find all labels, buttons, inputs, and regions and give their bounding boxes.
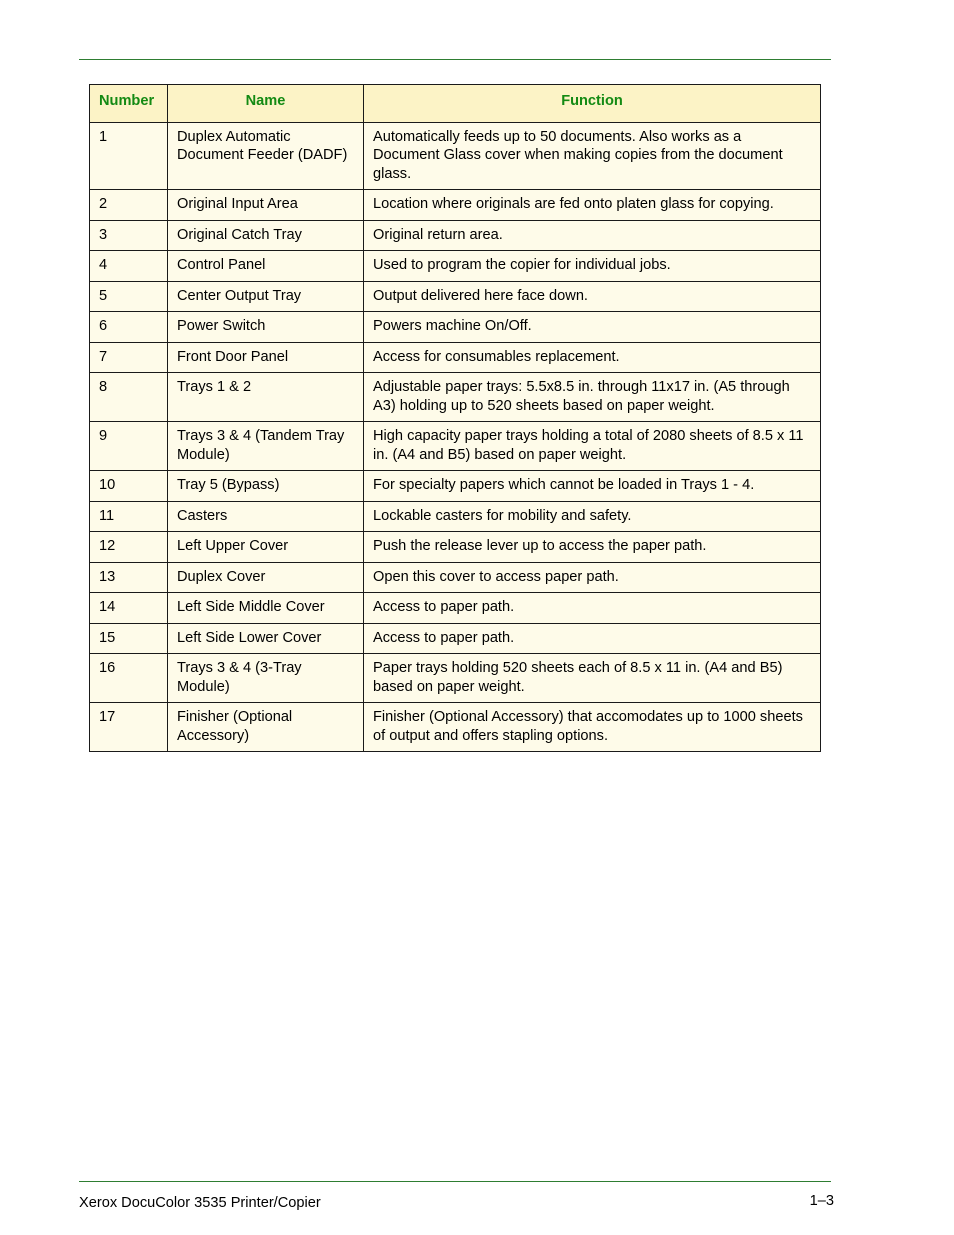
cell-name: Trays 3 & 4 (Tandem Tray Module) (168, 422, 364, 471)
header-rule (79, 59, 831, 60)
column-header-name: Name (168, 85, 364, 123)
table-row (90, 562, 821, 593)
cell-name: Tray 5 (Bypass) (168, 471, 364, 502)
footer-page-number: 1–3 (809, 1193, 834, 1209)
cell-function: Output delivered here face down. (364, 281, 821, 312)
cell-function: Adjustable paper trays: 5.5x8.5 in. through 11x17 in. (A5 through A3) holding up to 520 sheets based on paper weight. (364, 373, 821, 422)
cell-name: Power Switch (168, 312, 364, 343)
column-header-function: Function (364, 85, 821, 123)
cell-name: Duplex Automatic Document Feeder (DADF) (168, 122, 364, 190)
cell-function: Lockable casters for mobility and safety. (364, 501, 821, 532)
footer-rule (79, 1181, 831, 1182)
cell-function: Automatically feeds up to 50 documents. Also works as a Document Glass cover when making copies from the document glass. (364, 122, 821, 190)
table-row (90, 703, 821, 752)
table-row (90, 251, 821, 282)
column-header-number: Number (90, 85, 168, 123)
table-row (90, 312, 821, 343)
table-header-row (90, 85, 821, 123)
cell-function: Push the release lever up to access the paper path. (364, 532, 821, 563)
table-row (90, 122, 821, 190)
cell-name: Original Input Area (168, 190, 364, 221)
cell-number: 12 (90, 532, 168, 563)
cell-name: Center Output Tray (168, 281, 364, 312)
cell-name: Finisher (Optional Accessory) (168, 703, 364, 752)
cell-number: 4 (90, 251, 168, 282)
table-row (90, 501, 821, 532)
cell-number: 1 (90, 122, 168, 190)
cell-name: Front Door Panel (168, 342, 364, 373)
cell-number: 10 (90, 471, 168, 502)
table-row (90, 220, 821, 251)
cell-function: Used to program the copier for individual jobs. (364, 251, 821, 282)
cell-function: Paper trays holding 520 sheets each of 8.5 x 11 in. (A4 and B5) based on paper weight. (364, 654, 821, 703)
cell-name: Left Side Middle Cover (168, 593, 364, 624)
table-row (90, 593, 821, 624)
cell-function: Finisher (Optional Accessory) that accomodates up to 1000 sheets of output and offers stapling options. (364, 703, 821, 752)
table-row (90, 532, 821, 563)
table-body (90, 122, 821, 752)
cell-number: 9 (90, 422, 168, 471)
cell-number: 6 (90, 312, 168, 343)
cell-number: 11 (90, 501, 168, 532)
cell-function: Open this cover to access paper path. (364, 562, 821, 593)
cell-name: Casters (168, 501, 364, 532)
cell-function: Location where originals are fed onto platen glass for copying. (364, 190, 821, 221)
cell-function: High capacity paper trays holding a total of 2080 sheets of 8.5 x 11 in. (A4 and B5) based on paper weight. (364, 422, 821, 471)
cell-number: 8 (90, 373, 168, 422)
cell-name: Duplex Cover (168, 562, 364, 593)
cell-name: Control Panel (168, 251, 364, 282)
table-row (90, 342, 821, 373)
cell-name: Left Side Lower Cover (168, 623, 364, 654)
cell-name: Trays 1 & 2 (168, 373, 364, 422)
parts-table (89, 84, 821, 752)
cell-name: Original Catch Tray (168, 220, 364, 251)
table-row (90, 190, 821, 221)
cell-number: 13 (90, 562, 168, 593)
cell-number: 17 (90, 703, 168, 752)
cell-function: Access to paper path. (364, 623, 821, 654)
cell-function: Original return area. (364, 220, 821, 251)
cell-name: Left Upper Cover (168, 532, 364, 563)
cell-number: 7 (90, 342, 168, 373)
table-row (90, 422, 821, 471)
cell-function: For specialty papers which cannot be loaded in Trays 1 - 4. (364, 471, 821, 502)
cell-number: 16 (90, 654, 168, 703)
footer-document-title: Xerox DocuColor 3535 Printer/Copier (79, 1195, 321, 1211)
table-row (90, 654, 821, 703)
cell-number: 14 (90, 593, 168, 624)
table-row (90, 623, 821, 654)
cell-number: 5 (90, 281, 168, 312)
table-row (90, 281, 821, 312)
cell-number: 15 (90, 623, 168, 654)
cell-number: 3 (90, 220, 168, 251)
cell-function: Access for consumables replacement. (364, 342, 821, 373)
table-header (90, 85, 821, 123)
cell-number: 2 (90, 190, 168, 221)
table-row (90, 471, 821, 502)
cell-name: Trays 3 & 4 (3-Tray Module) (168, 654, 364, 703)
table-row (90, 373, 821, 422)
cell-function: Powers machine On/Off. (364, 312, 821, 343)
cell-function: Access to paper path. (364, 593, 821, 624)
